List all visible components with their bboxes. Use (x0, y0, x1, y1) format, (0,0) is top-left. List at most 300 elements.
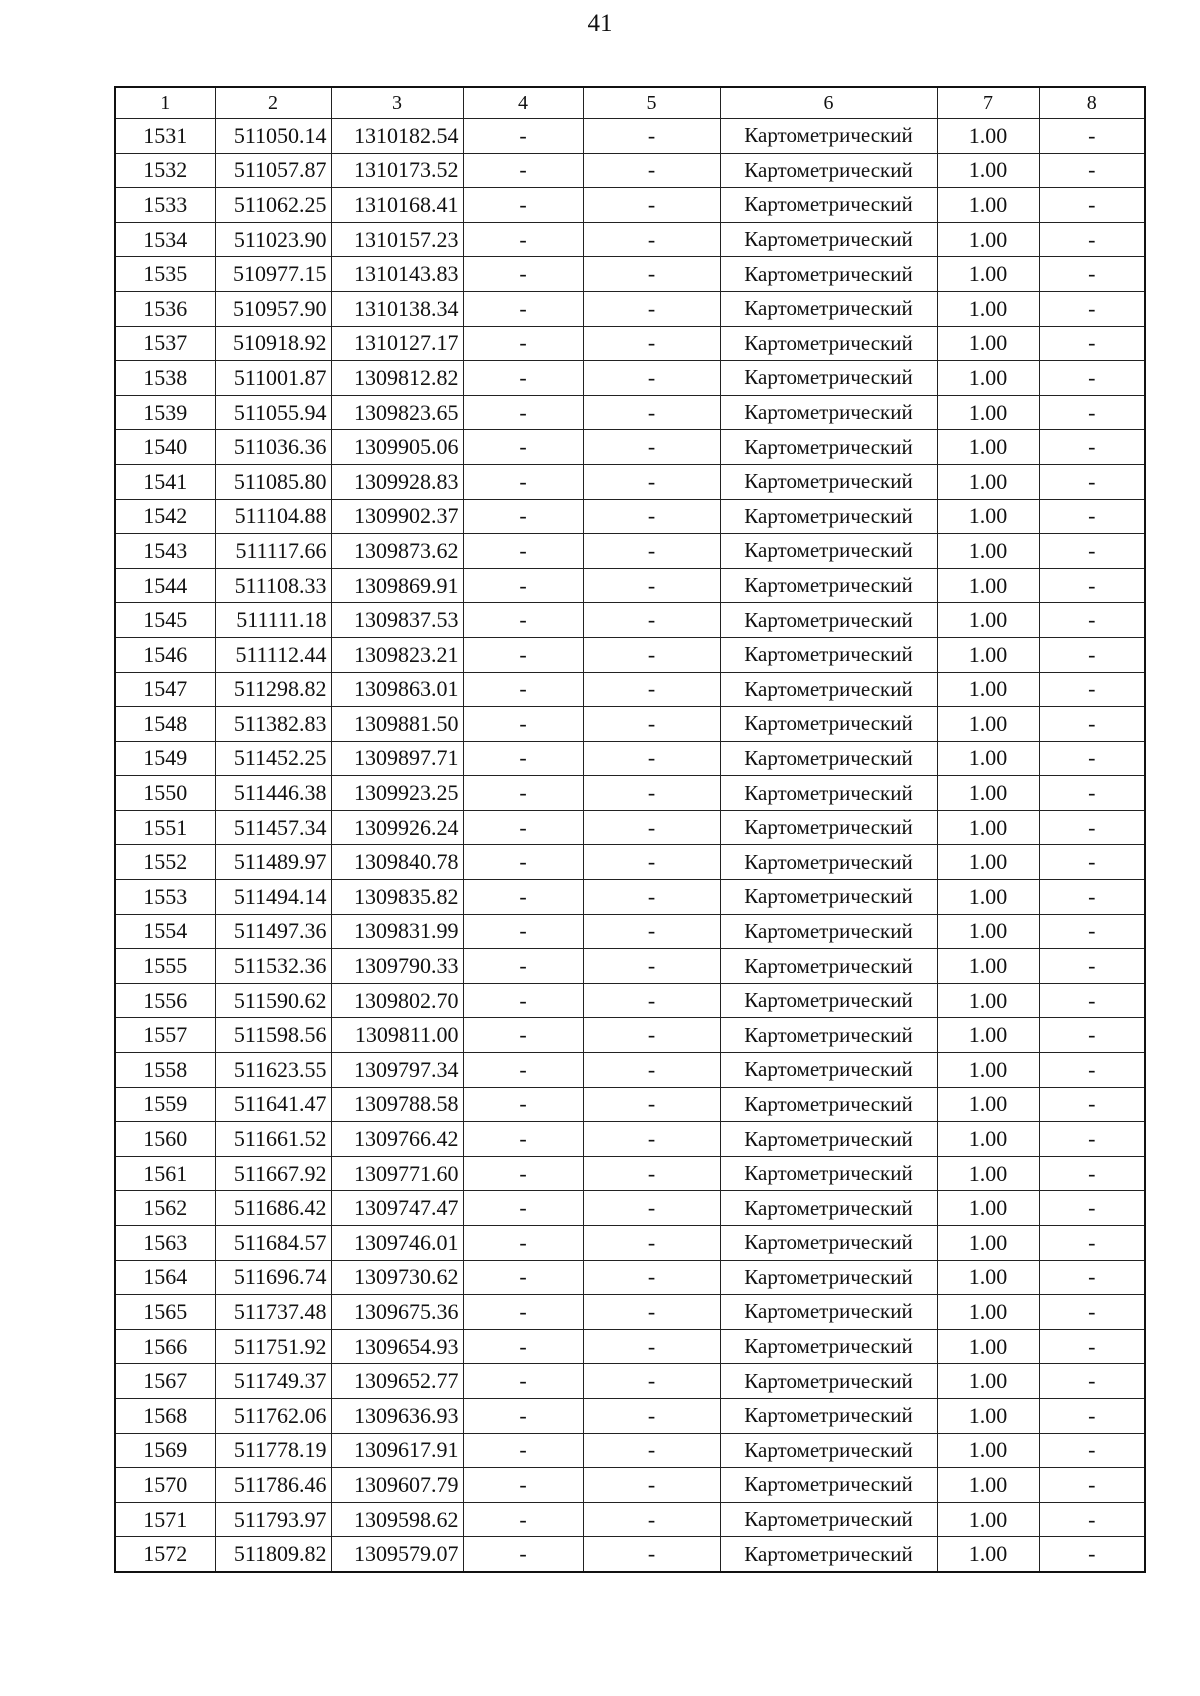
cell-method: Картометрический (720, 257, 937, 292)
cell-method: Картометрический (720, 707, 937, 742)
cell-point-number: 1537 (115, 326, 215, 361)
cell-method: Картометрический (720, 672, 937, 707)
cell-x-coordinate: 511023.90 (215, 222, 331, 257)
cell-col-8: - (1039, 188, 1145, 223)
cell-accuracy: 1.00 (937, 1018, 1039, 1053)
cell-col-8: - (1039, 914, 1145, 949)
cell-col-8: - (1039, 464, 1145, 499)
cell-col-5: - (583, 741, 720, 776)
table-row (115, 1053, 1145, 1088)
cell-accuracy: 1.00 (937, 707, 1039, 742)
cell-y-coordinate: 1309746.01 (331, 1226, 463, 1261)
cell-point-number: 1532 (115, 153, 215, 188)
cell-col-4: - (463, 464, 583, 499)
cell-col-5: - (583, 983, 720, 1018)
cell-col-8: - (1039, 949, 1145, 984)
cell-col-8: - (1039, 776, 1145, 811)
cell-col-8: - (1039, 880, 1145, 915)
cell-y-coordinate: 1309802.70 (331, 983, 463, 1018)
cell-point-number: 1545 (115, 603, 215, 638)
cell-x-coordinate: 511696.74 (215, 1260, 331, 1295)
cell-col-5: - (583, 361, 720, 396)
cell-accuracy: 1.00 (937, 464, 1039, 499)
cell-x-coordinate: 510957.90 (215, 291, 331, 326)
cell-col-5: - (583, 707, 720, 742)
cell-accuracy: 1.00 (937, 1087, 1039, 1122)
cell-col-5: - (583, 534, 720, 569)
cell-col-5: - (583, 672, 720, 707)
cell-y-coordinate: 1309881.50 (331, 707, 463, 742)
cell-col-4: - (463, 1329, 583, 1364)
cell-y-coordinate: 1310182.54 (331, 119, 463, 154)
cell-col-8: - (1039, 845, 1145, 880)
cell-col-5: - (583, 1468, 720, 1503)
cell-accuracy: 1.00 (937, 1329, 1039, 1364)
cell-point-number: 1542 (115, 499, 215, 534)
cell-accuracy: 1.00 (937, 1398, 1039, 1433)
cell-col-5: - (583, 568, 720, 603)
cell-y-coordinate: 1309928.83 (331, 464, 463, 499)
cell-point-number: 1540 (115, 430, 215, 465)
table-row (115, 914, 1145, 949)
table-row (115, 153, 1145, 188)
cell-accuracy: 1.00 (937, 222, 1039, 257)
cell-method: Картометрический (720, 1053, 937, 1088)
cell-col-4: - (463, 949, 583, 984)
cell-point-number: 1534 (115, 222, 215, 257)
cell-point-number: 1538 (115, 361, 215, 396)
cell-method: Картометрический (720, 983, 937, 1018)
cell-point-number: 1565 (115, 1295, 215, 1330)
cell-y-coordinate: 1309902.37 (331, 499, 463, 534)
cell-method: Картометрический (720, 119, 937, 154)
cell-col-8: - (1039, 741, 1145, 776)
cell-accuracy: 1.00 (937, 914, 1039, 949)
cell-x-coordinate: 511778.19 (215, 1433, 331, 1468)
cell-col-4: - (463, 1502, 583, 1537)
cell-col-5: - (583, 1398, 720, 1433)
cell-col-8: - (1039, 1364, 1145, 1399)
table-row (115, 845, 1145, 880)
cell-point-number: 1572 (115, 1537, 215, 1572)
cell-point-number: 1556 (115, 983, 215, 1018)
table-row (115, 1018, 1145, 1053)
cell-col-4: - (463, 326, 583, 361)
cell-accuracy: 1.00 (937, 361, 1039, 396)
cell-accuracy: 1.00 (937, 534, 1039, 569)
cell-col-4: - (463, 395, 583, 430)
cell-accuracy: 1.00 (937, 568, 1039, 603)
cell-col-8: - (1039, 222, 1145, 257)
cell-x-coordinate: 511623.55 (215, 1053, 331, 1088)
cell-x-coordinate: 510977.15 (215, 257, 331, 292)
cell-x-coordinate: 511737.48 (215, 1295, 331, 1330)
cell-method: Картометрический (720, 430, 937, 465)
cell-accuracy: 1.00 (937, 119, 1039, 154)
cell-col-5: - (583, 291, 720, 326)
cell-point-number: 1552 (115, 845, 215, 880)
cell-y-coordinate: 1309617.91 (331, 1433, 463, 1468)
cell-method: Картометрический (720, 1329, 937, 1364)
cell-method: Картометрический (720, 1122, 937, 1157)
cell-y-coordinate: 1309835.82 (331, 880, 463, 915)
cell-col-4: - (463, 361, 583, 396)
cell-col-8: - (1039, 1122, 1145, 1157)
cell-method: Картометрический (720, 568, 937, 603)
cell-point-number: 1555 (115, 949, 215, 984)
cell-method: Картометрический (720, 188, 937, 223)
cell-col-8: - (1039, 291, 1145, 326)
cell-col-4: - (463, 430, 583, 465)
cell-point-number: 1553 (115, 880, 215, 915)
cell-point-number: 1544 (115, 568, 215, 603)
cell-y-coordinate: 1309654.93 (331, 1329, 463, 1364)
cell-col-8: - (1039, 1260, 1145, 1295)
cell-accuracy: 1.00 (937, 291, 1039, 326)
cell-accuracy: 1.00 (937, 1053, 1039, 1088)
cell-accuracy: 1.00 (937, 1156, 1039, 1191)
cell-col-8: - (1039, 1053, 1145, 1088)
cell-method: Картометрический (720, 464, 937, 499)
table-row (115, 880, 1145, 915)
cell-col-4: - (463, 568, 583, 603)
cell-col-8: - (1039, 603, 1145, 638)
cell-y-coordinate: 1309790.33 (331, 949, 463, 984)
cell-point-number: 1548 (115, 707, 215, 742)
cell-col-5: - (583, 776, 720, 811)
column-header-8: 8 (1039, 87, 1145, 119)
cell-x-coordinate: 511050.14 (215, 119, 331, 154)
cell-col-5: - (583, 1364, 720, 1399)
cell-point-number: 1554 (115, 914, 215, 949)
cell-x-coordinate: 511452.25 (215, 741, 331, 776)
cell-point-number: 1571 (115, 1502, 215, 1537)
cell-point-number: 1551 (115, 810, 215, 845)
cell-method: Картометрический (720, 776, 937, 811)
cell-method: Картометрический (720, 1398, 937, 1433)
cell-point-number: 1535 (115, 257, 215, 292)
table-header-row (115, 87, 1145, 119)
table-row (115, 222, 1145, 257)
page-number: 41 (587, 10, 613, 37)
cell-accuracy: 1.00 (937, 1295, 1039, 1330)
cell-col-4: - (463, 741, 583, 776)
cell-col-5: - (583, 326, 720, 361)
cell-col-5: - (583, 1502, 720, 1537)
cell-method: Картометрический (720, 1260, 937, 1295)
cell-col-5: - (583, 810, 720, 845)
table-row (115, 119, 1145, 154)
cell-col-4: - (463, 1398, 583, 1433)
cell-method: Картометрический (720, 1018, 937, 1053)
cell-accuracy: 1.00 (937, 880, 1039, 915)
cell-col-4: - (463, 1364, 583, 1399)
cell-method: Картометрический (720, 741, 937, 776)
cell-col-5: - (583, 914, 720, 949)
cell-col-8: - (1039, 983, 1145, 1018)
table-row (115, 1502, 1145, 1537)
table-row (115, 1329, 1145, 1364)
table-row (115, 361, 1145, 396)
cell-x-coordinate: 511786.46 (215, 1468, 331, 1503)
cell-col-8: - (1039, 395, 1145, 430)
cell-accuracy: 1.00 (937, 326, 1039, 361)
cell-col-8: - (1039, 119, 1145, 154)
cell-x-coordinate: 511457.34 (215, 810, 331, 845)
cell-col-4: - (463, 707, 583, 742)
cell-method: Картометрический (720, 1226, 937, 1261)
table-row (115, 568, 1145, 603)
cell-x-coordinate: 511667.92 (215, 1156, 331, 1191)
cell-method: Картометрический (720, 222, 937, 257)
cell-method: Картометрический (720, 603, 937, 638)
cell-accuracy: 1.00 (937, 776, 1039, 811)
cell-x-coordinate: 511117.66 (215, 534, 331, 569)
cell-col-4: - (463, 1087, 583, 1122)
column-header-4: 4 (463, 87, 583, 119)
table-row (115, 534, 1145, 569)
table-row (115, 1260, 1145, 1295)
cell-y-coordinate: 1309579.07 (331, 1537, 463, 1572)
table-row (115, 1226, 1145, 1261)
table-row (115, 395, 1145, 430)
cell-col-4: - (463, 257, 583, 292)
column-header-7: 7 (937, 87, 1039, 119)
cell-col-5: - (583, 1537, 720, 1572)
cell-x-coordinate: 511298.82 (215, 672, 331, 707)
cell-y-coordinate: 1309652.77 (331, 1364, 463, 1399)
cell-col-4: - (463, 1191, 583, 1226)
cell-col-8: - (1039, 1295, 1145, 1330)
cell-point-number: 1547 (115, 672, 215, 707)
cell-x-coordinate: 511686.42 (215, 1191, 331, 1226)
table-row (115, 603, 1145, 638)
cell-point-number: 1543 (115, 534, 215, 569)
table-row (115, 1122, 1145, 1157)
cell-col-4: - (463, 603, 583, 638)
cell-point-number: 1549 (115, 741, 215, 776)
cell-col-5: - (583, 603, 720, 638)
cell-method: Картометрический (720, 291, 937, 326)
cell-col-4: - (463, 1260, 583, 1295)
column-header-1: 1 (115, 87, 215, 119)
cell-point-number: 1559 (115, 1087, 215, 1122)
cell-col-4: - (463, 1018, 583, 1053)
table-row (115, 1364, 1145, 1399)
cell-col-8: - (1039, 1226, 1145, 1261)
cell-col-4: - (463, 1226, 583, 1261)
cell-y-coordinate: 1309636.93 (331, 1398, 463, 1433)
cell-col-4: - (463, 534, 583, 569)
cell-col-8: - (1039, 1502, 1145, 1537)
cell-x-coordinate: 511793.97 (215, 1502, 331, 1537)
cell-col-5: - (583, 430, 720, 465)
cell-x-coordinate: 511497.36 (215, 914, 331, 949)
cell-y-coordinate: 1309771.60 (331, 1156, 463, 1191)
cell-method: Картометрический (720, 1087, 937, 1122)
cell-col-5: - (583, 880, 720, 915)
cell-accuracy: 1.00 (937, 603, 1039, 638)
cell-method: Картометрический (720, 1295, 937, 1330)
cell-y-coordinate: 1309863.01 (331, 672, 463, 707)
cell-col-5: - (583, 1018, 720, 1053)
cell-col-5: - (583, 1329, 720, 1364)
cell-col-4: - (463, 119, 583, 154)
cell-x-coordinate: 511057.87 (215, 153, 331, 188)
cell-method: Картометрический (720, 326, 937, 361)
cell-col-8: - (1039, 1191, 1145, 1226)
table-row (115, 464, 1145, 499)
cell-col-5: - (583, 1226, 720, 1261)
cell-x-coordinate: 511111.18 (215, 603, 331, 638)
cell-y-coordinate: 1309747.47 (331, 1191, 463, 1226)
cell-x-coordinate: 511112.44 (215, 637, 331, 672)
cell-method: Картометрический (720, 1191, 937, 1226)
cell-y-coordinate: 1309926.24 (331, 810, 463, 845)
cell-y-coordinate: 1309797.34 (331, 1053, 463, 1088)
table-row (115, 499, 1145, 534)
table-row (115, 741, 1145, 776)
cell-col-5: - (583, 222, 720, 257)
cell-col-5: - (583, 119, 720, 154)
cell-x-coordinate: 511104.88 (215, 499, 331, 534)
cell-col-8: - (1039, 153, 1145, 188)
cell-method: Картометрический (720, 845, 937, 880)
cell-y-coordinate: 1309905.06 (331, 430, 463, 465)
cell-y-coordinate: 1310168.41 (331, 188, 463, 223)
cell-method: Картометрический (720, 1433, 937, 1468)
cell-col-8: - (1039, 534, 1145, 569)
cell-accuracy: 1.00 (937, 257, 1039, 292)
cell-x-coordinate: 510918.92 (215, 326, 331, 361)
cell-method: Картометрический (720, 880, 937, 915)
table-row (115, 983, 1145, 1018)
cell-accuracy: 1.00 (937, 1122, 1039, 1157)
column-header-3: 3 (331, 87, 463, 119)
cell-col-4: - (463, 776, 583, 811)
cell-y-coordinate: 1309607.79 (331, 1468, 463, 1503)
cell-y-coordinate: 1310143.83 (331, 257, 463, 292)
cell-col-8: - (1039, 1537, 1145, 1572)
cell-method: Картометрический (720, 395, 937, 430)
cell-col-8: - (1039, 1018, 1145, 1053)
cell-point-number: 1546 (115, 637, 215, 672)
cell-col-8: - (1039, 1329, 1145, 1364)
cell-y-coordinate: 1310138.34 (331, 291, 463, 326)
cell-point-number: 1558 (115, 1053, 215, 1088)
cell-y-coordinate: 1309823.21 (331, 637, 463, 672)
cell-method: Картометрический (720, 810, 937, 845)
cell-point-number: 1557 (115, 1018, 215, 1053)
cell-x-coordinate: 511641.47 (215, 1087, 331, 1122)
cell-point-number: 1562 (115, 1191, 215, 1226)
cell-point-number: 1533 (115, 188, 215, 223)
cell-y-coordinate: 1309811.00 (331, 1018, 463, 1053)
cell-col-4: - (463, 1537, 583, 1572)
cell-col-5: - (583, 1122, 720, 1157)
cell-y-coordinate: 1309730.62 (331, 1260, 463, 1295)
cell-col-5: - (583, 153, 720, 188)
cell-y-coordinate: 1309837.53 (331, 603, 463, 638)
cell-point-number: 1550 (115, 776, 215, 811)
cell-y-coordinate: 1310173.52 (331, 153, 463, 188)
cell-col-4: - (463, 291, 583, 326)
cell-accuracy: 1.00 (937, 1191, 1039, 1226)
cell-x-coordinate: 511446.38 (215, 776, 331, 811)
cell-col-8: - (1039, 810, 1145, 845)
cell-accuracy: 1.00 (937, 1364, 1039, 1399)
column-header-6: 6 (720, 87, 937, 119)
cell-col-4: - (463, 880, 583, 915)
cell-y-coordinate: 1309675.36 (331, 1295, 463, 1330)
cell-accuracy: 1.00 (937, 1502, 1039, 1537)
cell-col-8: - (1039, 1156, 1145, 1191)
cell-point-number: 1567 (115, 1364, 215, 1399)
column-header-2: 2 (215, 87, 331, 119)
cell-col-8: - (1039, 499, 1145, 534)
table-row (115, 1087, 1145, 1122)
cell-x-coordinate: 511062.25 (215, 188, 331, 223)
cell-col-5: - (583, 395, 720, 430)
cell-point-number: 1563 (115, 1226, 215, 1261)
cell-point-number: 1531 (115, 119, 215, 154)
cell-col-8: - (1039, 1087, 1145, 1122)
cell-point-number: 1569 (115, 1433, 215, 1468)
cell-y-coordinate: 1309873.62 (331, 534, 463, 569)
cell-col-4: - (463, 914, 583, 949)
cell-col-4: - (463, 672, 583, 707)
coordinates-table (114, 86, 1146, 1573)
cell-y-coordinate: 1309923.25 (331, 776, 463, 811)
cell-col-5: - (583, 1433, 720, 1468)
cell-y-coordinate: 1309788.58 (331, 1087, 463, 1122)
table-row (115, 1295, 1145, 1330)
cell-x-coordinate: 511055.94 (215, 395, 331, 430)
cell-point-number: 1564 (115, 1260, 215, 1295)
cell-point-number: 1536 (115, 291, 215, 326)
cell-method: Картометрический (720, 1468, 937, 1503)
cell-col-8: - (1039, 1398, 1145, 1433)
cell-method: Картометрический (720, 1364, 937, 1399)
cell-x-coordinate: 511108.33 (215, 568, 331, 603)
cell-col-4: - (463, 1053, 583, 1088)
table-row (115, 776, 1145, 811)
table-row (115, 707, 1145, 742)
cell-col-5: - (583, 1191, 720, 1226)
cell-y-coordinate: 1310157.23 (331, 222, 463, 257)
cell-x-coordinate: 511494.14 (215, 880, 331, 915)
cell-col-5: - (583, 499, 720, 534)
cell-col-4: - (463, 188, 583, 223)
cell-col-4: - (463, 153, 583, 188)
cell-x-coordinate: 511809.82 (215, 1537, 331, 1572)
cell-y-coordinate: 1309598.62 (331, 1502, 463, 1537)
cell-col-8: - (1039, 257, 1145, 292)
cell-col-4: - (463, 1295, 583, 1330)
cell-point-number: 1541 (115, 464, 215, 499)
cell-x-coordinate: 511762.06 (215, 1398, 331, 1433)
cell-col-5: - (583, 637, 720, 672)
table-row (115, 1537, 1145, 1572)
cell-col-5: - (583, 1156, 720, 1191)
table-row (115, 430, 1145, 465)
cell-accuracy: 1.00 (937, 1468, 1039, 1503)
cell-y-coordinate: 1309869.91 (331, 568, 463, 603)
cell-accuracy: 1.00 (937, 1433, 1039, 1468)
cell-method: Картометрический (720, 1502, 937, 1537)
cell-col-4: - (463, 1468, 583, 1503)
table-body (115, 119, 1145, 1572)
